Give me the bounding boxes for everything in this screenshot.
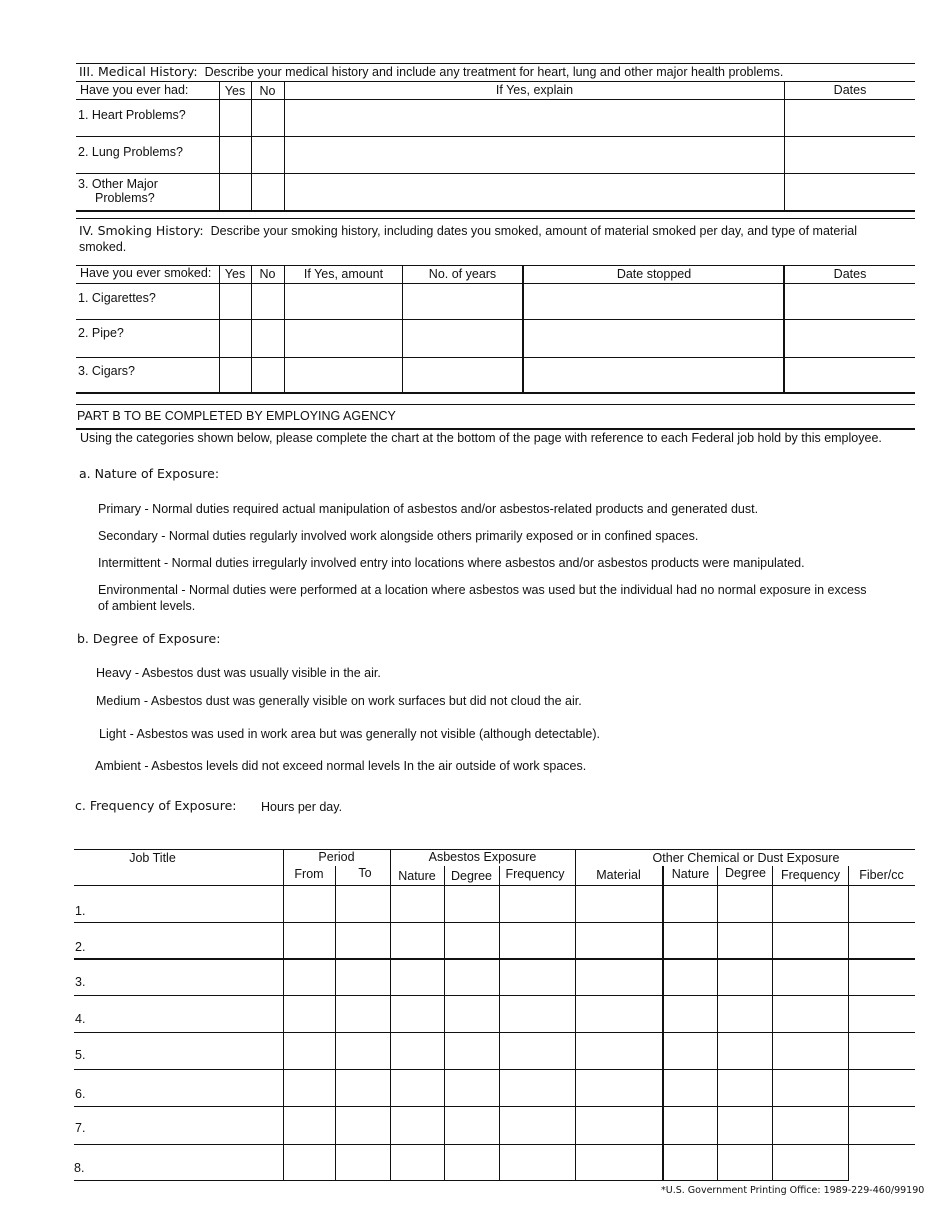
section-description: Describe your smoking history, including dates you smoked, amount of material smoked per day, and type of material <box>210 224 857 238</box>
nature-secondary: Secondary - Normal duties regularly involved work alongside others primarily exposed or in confined spaces. <box>98 529 699 543</box>
col-header-frequency: Frequency <box>505 867 565 881</box>
nature-primary: Primary - Normal duties required actual manipulation of asbestos and/or asbestos-related products and generated dust. <box>98 502 759 516</box>
col-header-to: To <box>358 866 372 880</box>
nature-intermittent: Intermittent - Normal duties irregularly involved entry into locations where asbestos and/or asbestos products were manipulated. <box>98 556 805 570</box>
section-description-cont: smoked. <box>79 240 127 254</box>
col-header-frequency-other: Frequency <box>780 868 841 882</box>
col-header-have-you-ever-had: Have you ever had: <box>80 83 189 97</box>
row-label-other-major-cont: Problems? <box>95 191 155 205</box>
job-title-field[interactable] <box>90 923 283 958</box>
degree-ambient: Ambient - Asbestos levels did not exceed normal levels In the air outside of work spaces. <box>95 759 587 773</box>
job-title-field[interactable] <box>90 960 283 995</box>
row-number: 3. <box>75 975 86 989</box>
col-header-no-of-years: No. of years <box>428 267 497 281</box>
other-dates-field[interactable] <box>785 174 915 210</box>
cigarettes-yes-checkbox[interactable] <box>220 284 251 319</box>
row-number: 2. <box>75 940 86 954</box>
row-label-cigarettes: 1. Cigarettes? <box>78 291 156 305</box>
col-header-material: Material <box>596 868 641 882</box>
row-label-heart-problems: 1. Heart Problems? <box>78 108 186 122</box>
col-header-degree: Degree <box>451 869 492 883</box>
frequency-text: Hours per day. <box>261 800 343 814</box>
part-b-instructions: Using the categories shown below, please complete the chart at the bottom of the page with reference to each Federal job hold by this employee. <box>80 431 882 445</box>
rule <box>76 404 915 405</box>
part-b-title: PART B TO BE COMPLETED BY EMPLOYING AGENCY <box>77 409 396 423</box>
job-title-field[interactable] <box>90 886 283 922</box>
job-title-field[interactable] <box>90 996 283 1032</box>
cigarettes-no-checkbox[interactable] <box>252 284 284 319</box>
cigars-yes-checkbox[interactable] <box>220 358 251 392</box>
job-title-field[interactable] <box>90 1107 283 1144</box>
heart-explain-field[interactable] <box>285 100 784 136</box>
rule <box>74 1180 849 1181</box>
col-header-have-you-ever-smoked: Have you ever smoked: <box>80 266 212 280</box>
degree-medium: Medium - Asbestos dust was generally visible on work surfaces but did not cloud the air. <box>96 694 582 708</box>
frequency-heading: c. Frequency of Exposure: <box>75 798 237 813</box>
col-header-dates: Dates <box>833 267 867 281</box>
col-header-date-stopped: Date stopped <box>616 267 692 281</box>
section-label: III. Medical History: <box>79 64 198 79</box>
pipe-no-checkbox[interactable] <box>252 320 284 357</box>
row-number: 8. <box>74 1161 85 1175</box>
pipe-yes-checkbox[interactable] <box>220 320 251 357</box>
lung-yes-checkbox[interactable] <box>220 137 251 173</box>
col-header-fiber-cc: Fiber/cc <box>859 868 904 882</box>
smoking-history-heading <box>79 224 857 238</box>
col-header-job-title: Job Title <box>129 851 176 865</box>
degree-heavy: Heavy - Asbestos dust was usually visible in the air. <box>96 666 381 680</box>
col-header-period: Period <box>318 850 355 864</box>
nature-environmental: Environmental - Normal duties were performed at a location where asbestos was used but the individual had no normal exposure in excess <box>98 583 867 597</box>
job-title-field[interactable] <box>90 1070 283 1106</box>
job-title-field[interactable] <box>90 1033 283 1069</box>
job-exposure-entries-area[interactable] <box>284 886 915 1180</box>
other-yes-checkbox[interactable] <box>220 174 251 210</box>
pipe-date-stopped-field[interactable] <box>524 320 783 357</box>
pipe-dates-field[interactable] <box>785 320 915 357</box>
row-number: 1. <box>75 904 86 918</box>
heart-no-checkbox[interactable] <box>252 100 284 136</box>
rule <box>76 81 915 82</box>
rule <box>76 428 915 430</box>
col-header-dates: Dates <box>833 83 867 97</box>
section-description: Describe your medical history and include any treatment for heart, lung and other major health problems. <box>204 65 784 79</box>
row-label-lung-problems: 2. Lung Problems? <box>78 145 183 159</box>
lung-no-checkbox[interactable] <box>252 137 284 173</box>
col-header-if-yes-explain: If Yes, explain <box>495 83 574 97</box>
col-header-no: No <box>259 84 276 98</box>
cigarettes-years-field[interactable] <box>403 284 522 319</box>
cigarettes-dates-field[interactable] <box>785 284 915 319</box>
col-header-from: From <box>294 867 324 881</box>
cigarettes-amount-field[interactable] <box>285 284 402 319</box>
col-header-asbestos-exposure: Asbestos Exposure <box>428 850 537 864</box>
medical-history-heading <box>79 65 783 79</box>
rule <box>76 218 915 219</box>
lung-dates-field[interactable] <box>785 137 915 173</box>
degree-heading: b. Degree of Exposure: <box>77 631 221 646</box>
cigars-amount-field[interactable] <box>285 358 402 392</box>
job-title-field[interactable] <box>90 1145 283 1180</box>
other-explain-field[interactable] <box>285 174 784 210</box>
row-number: 7. <box>75 1121 86 1135</box>
col-header-nature-other: Nature <box>671 867 710 881</box>
rule <box>76 63 915 64</box>
row-number: 5. <box>75 1048 86 1062</box>
heart-yes-checkbox[interactable] <box>220 100 251 136</box>
row-label-pipe: 2. Pipe? <box>78 326 124 340</box>
heart-dates-field[interactable] <box>785 100 915 136</box>
gpo-footer: *U.S. Government Printing Office: 1989-229-460/99190 <box>661 1185 925 1196</box>
col-header-if-yes-amount: If Yes, amount <box>303 267 384 281</box>
other-no-checkbox[interactable] <box>252 174 284 210</box>
col-header-nature: Nature <box>398 869 436 883</box>
col-header-yes: Yes <box>224 267 246 281</box>
col-header-yes: Yes <box>224 84 246 98</box>
nature-environmental-cont: of ambient levels. <box>98 599 196 613</box>
row-label-cigars: 3. Cigars? <box>78 364 135 378</box>
cigars-years-field[interactable] <box>403 358 522 392</box>
cigarettes-date-stopped-field[interactable] <box>524 284 783 319</box>
col-header-no: No <box>259 267 276 281</box>
pipe-years-field[interactable] <box>403 320 522 357</box>
pipe-amount-field[interactable] <box>285 320 402 357</box>
cigars-no-checkbox[interactable] <box>252 358 284 392</box>
row-number: 6. <box>75 1087 86 1101</box>
rule <box>76 392 915 394</box>
section-label: IV. Smoking History: <box>79 223 204 238</box>
lung-explain-field[interactable] <box>285 137 784 173</box>
cigars-dates-field[interactable] <box>785 358 915 392</box>
degree-light: Light - Asbestos was used in work area but was generally not visible (although detectable). <box>99 727 600 741</box>
rule <box>76 210 915 212</box>
nature-heading: a. Nature of Exposure: <box>79 466 220 481</box>
row-number: 4. <box>75 1012 86 1026</box>
col-header-other-exposure: Other Chemical or Dust Exposure <box>652 851 840 865</box>
col-header-degree-other: Degree <box>725 866 766 880</box>
row-label-other-major: 3. Other Major <box>78 177 158 191</box>
cigars-date-stopped-field[interactable] <box>524 358 783 392</box>
